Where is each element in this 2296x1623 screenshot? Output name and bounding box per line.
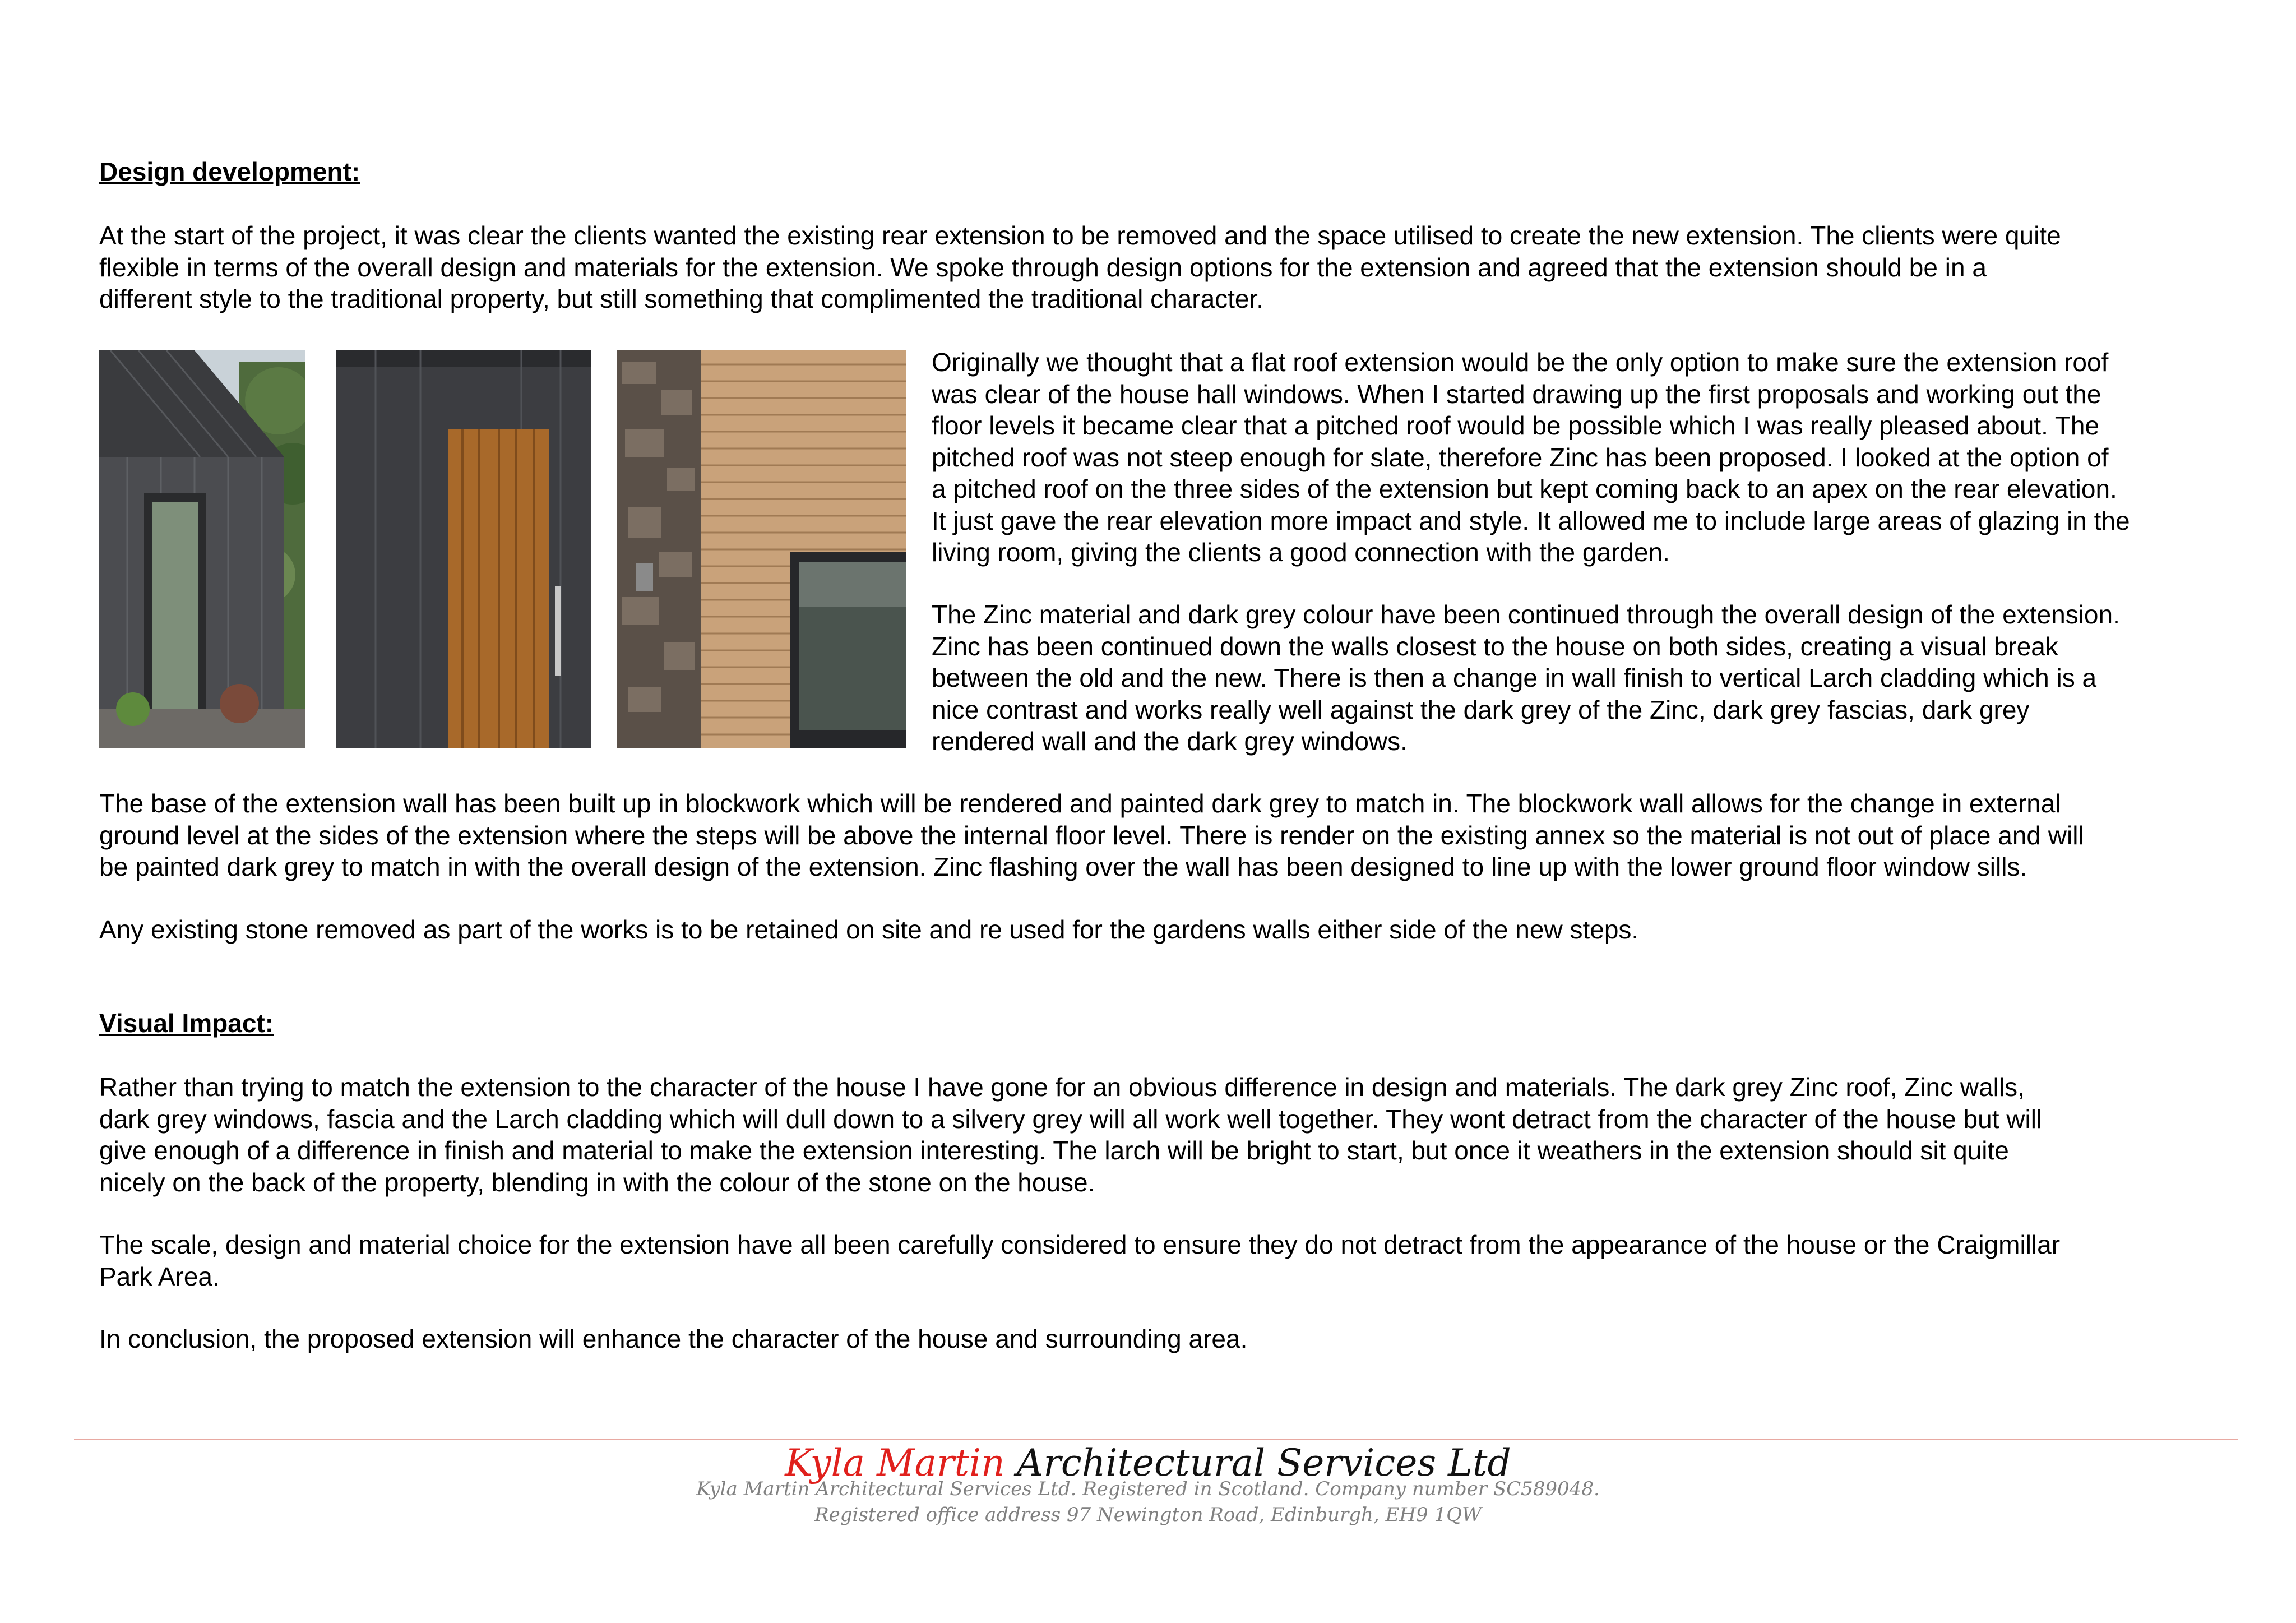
company-registration-note: Kyla Martin Architectural Services Ltd. Registered in Scotland. Company number SC589048.	[696, 1478, 1600, 1500]
material-contrast-paragraph	[99, 1071, 2229, 1198]
text-line: In conclusion, the proposed extension will enhance the character of the house and surrounding area.	[99, 1324, 1248, 1353]
text-line: ground level at the sides of the extension where the steps will be above the internal floor level. There is render on the existing annex so the material is not out of place and will	[99, 820, 2084, 850]
visual-impact-heading: Visual Impact:	[99, 1009, 274, 1038]
text-line: dark grey windows, fascia and the Larch cladding which will dull down to a silvery grey will all work well together. They wont detract from the character of the house but will	[99, 1104, 2043, 1134]
larch-cladding-photo	[617, 350, 906, 748]
text-line: be painted dark grey to match in with the overall design of the extension. Zinc flashing over the wall has been designed to line up with the lower ground floor window sills.	[99, 852, 2027, 881]
text-line: The scale, design and material choice for the extension have all been carefully considered to ensure they do not detract from the appearance of the house or the Craigmillar	[99, 1230, 2061, 1259]
text-line: The base of the extension wall has been built up in blockwork which will be rendered and painted dark grey to match in. The blockwork wall allows for the change in external	[99, 789, 2061, 818]
scale-design-paragraph	[99, 1229, 2229, 1292]
text-line: living room, giving the clients a good connection with the garden.	[932, 538, 1670, 567]
text-line: It just gave the rear elevation more impact and style. It allowed me to include large areas of glazing in the	[932, 506, 2130, 535]
text-line: nicely on the back of the property, blending in with the colour of the stone on the house.	[99, 1167, 1095, 1197]
text-line: At the start of the project, it was clear the clients wanted the existing rear extension to be removed and the space utilised to create the new extension. The clients were quite	[99, 221, 2061, 250]
roof-design-paragraph	[932, 346, 2232, 568]
existing-stone-paragraph	[99, 914, 2229, 946]
text-line: was clear of the house hall windows. When I started drawing up the first proposals and working out the	[932, 379, 2101, 409]
text-line: Park Area.	[99, 1261, 220, 1291]
text-line: floor levels it became clear that a pitched roof would be possible which I was really pleased about. The	[932, 411, 2100, 440]
registered-office-address: Registered office address 97 Newington Road, Edinburgh, EH9 1QW	[814, 1504, 1482, 1526]
brand-name-accent: Kyla Martin	[785, 1441, 1005, 1485]
conclusion-paragraph	[99, 1323, 2229, 1355]
text-line: Originally we thought that a flat roof extension would be the only option to make sure the extension roof	[932, 348, 2109, 377]
text-line: a pitched roof on the three sides of the extension but kept coming back to an apex on the rear elevation.	[932, 474, 2117, 503]
zinc-material-paragraph	[932, 599, 2232, 757]
larch-door-photo	[336, 350, 591, 748]
text-line: flexible in terms of the overall design and materials for the extension. We spoke through design options for the extension and agreed that the extension should be in a	[99, 252, 1987, 282]
text-line: Zinc has been continued down the walls closest to the house on both sides, creating a visual break	[932, 631, 2058, 661]
text-line: Any existing stone removed as part of the works is to be retained on site and re used for the gardens walls either side of the new steps.	[99, 915, 1639, 944]
design-development-heading: Design development:	[99, 157, 360, 186]
text-line: rendered wall and the dark grey windows.	[932, 727, 1408, 756]
design-intro-paragraph	[99, 220, 2229, 315]
text-line: between the old and the new. There is then a change in wall finish to vertical Larch cladding which is a	[932, 663, 2097, 692]
brand-name-rest: Architectural Services Ltd	[1004, 1441, 1511, 1485]
text-line: Rather than trying to match the extension to the character of the house I have gone for an obvious difference in design and materials. The dark grey Zinc roof, Zinc walls,	[99, 1072, 2025, 1102]
text-line: different style to the traditional property, but still something that complimented the traditional character.	[99, 284, 1264, 313]
blockwork-base-paragraph	[99, 788, 2229, 883]
text-line: give enough of a difference in finish and material to make the extension interesting. The larch will be bright to start, but once it weathers in the extension should sit quite	[99, 1136, 2009, 1165]
text-line: nice contrast and works really well against the dark grey of the Zinc, dark grey fascias, dark grey	[932, 695, 2030, 724]
text-line: The Zinc material and dark grey colour have been continued through the overall design of the extension.	[932, 600, 2120, 629]
text-line: pitched roof was not steep enough for slate, therefore Zinc has been proposed. I looked at the option of	[932, 442, 2109, 472]
zinc-gable-photo	[99, 350, 305, 748]
